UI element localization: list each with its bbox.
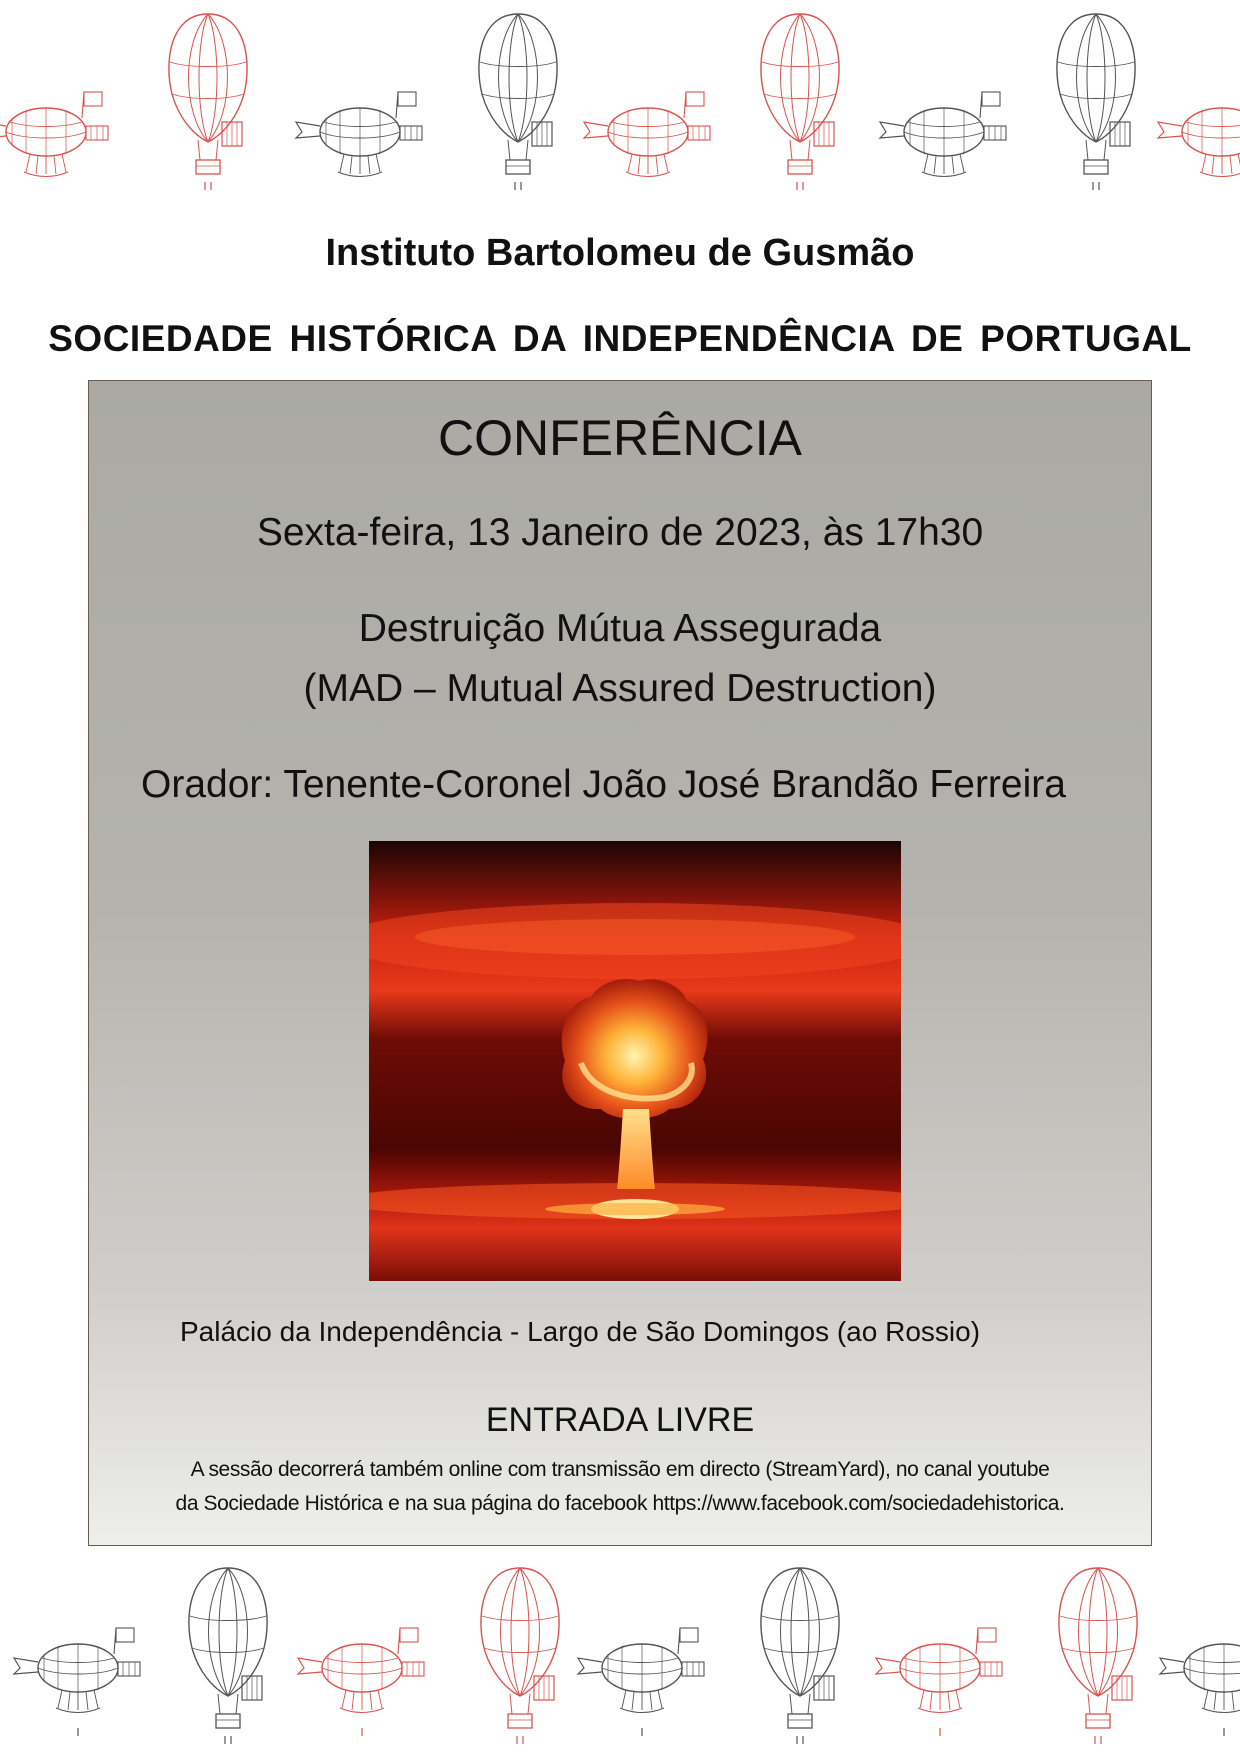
airship-illustration [876, 1628, 1002, 1736]
event-date: Sexta-feira, 13 Janeiro de 2023, às 17h30 [256, 511, 984, 554]
balloon-illustration [169, 14, 247, 190]
organization-title: Instituto Bartolomeu de Gusmão [325, 232, 915, 274]
conference-panel [88, 380, 1152, 1546]
airship-illustration [0, 92, 108, 190]
balloon-illustration [479, 14, 557, 190]
airship-illustration [1158, 92, 1240, 190]
society-title: SOCIEDADE HISTÓRICA DA INDEPENDÊNCIA DE PORTUGAL [48, 318, 1192, 359]
online-notice-line-1: A sessão decorrerá também online com transmissão em directo (StreamYard), no canal youtube [190, 1458, 1050, 1481]
event-venue: Palácio da Independência - Largo de São Domingos (ao Rossio) [179, 1316, 981, 1347]
decorative-balloon-band-top [0, 0, 1240, 190]
event-topic: Destruição Mútua Assegurada [358, 607, 882, 650]
airship-illustration [14, 1628, 140, 1736]
event-topic-english: (MAD – Mutual Assured Destruction) [303, 667, 937, 710]
balloon-illustration [189, 1568, 267, 1744]
balloon-illustration [761, 14, 839, 190]
admission-notice: ENTRADA LIVRE [485, 1401, 755, 1439]
airship-illustration [880, 92, 1006, 190]
mushroom-cloud-photo [369, 841, 901, 1281]
balloon-illustration [481, 1568, 559, 1744]
balloon-illustration [1057, 14, 1135, 190]
decorative-balloon-band-bottom [0, 1560, 1240, 1750]
airship-illustration [298, 1628, 424, 1736]
airship-illustration [578, 1628, 704, 1736]
airship-illustration [1160, 1628, 1240, 1736]
event-type-heading: CONFERÊNCIA [438, 410, 802, 466]
event-speaker: Orador: Tenente-Coronel João José Brandão Ferreira [141, 763, 1066, 806]
airship-illustration [584, 92, 710, 190]
balloon-illustration [761, 1568, 839, 1744]
balloon-illustration [1059, 1568, 1137, 1744]
airship-illustration [296, 92, 422, 190]
online-notice-line-2: da Sociedade Histórica e na sua página do facebook https://www.facebook.com/sociedadehistorica. [175, 1492, 1065, 1515]
